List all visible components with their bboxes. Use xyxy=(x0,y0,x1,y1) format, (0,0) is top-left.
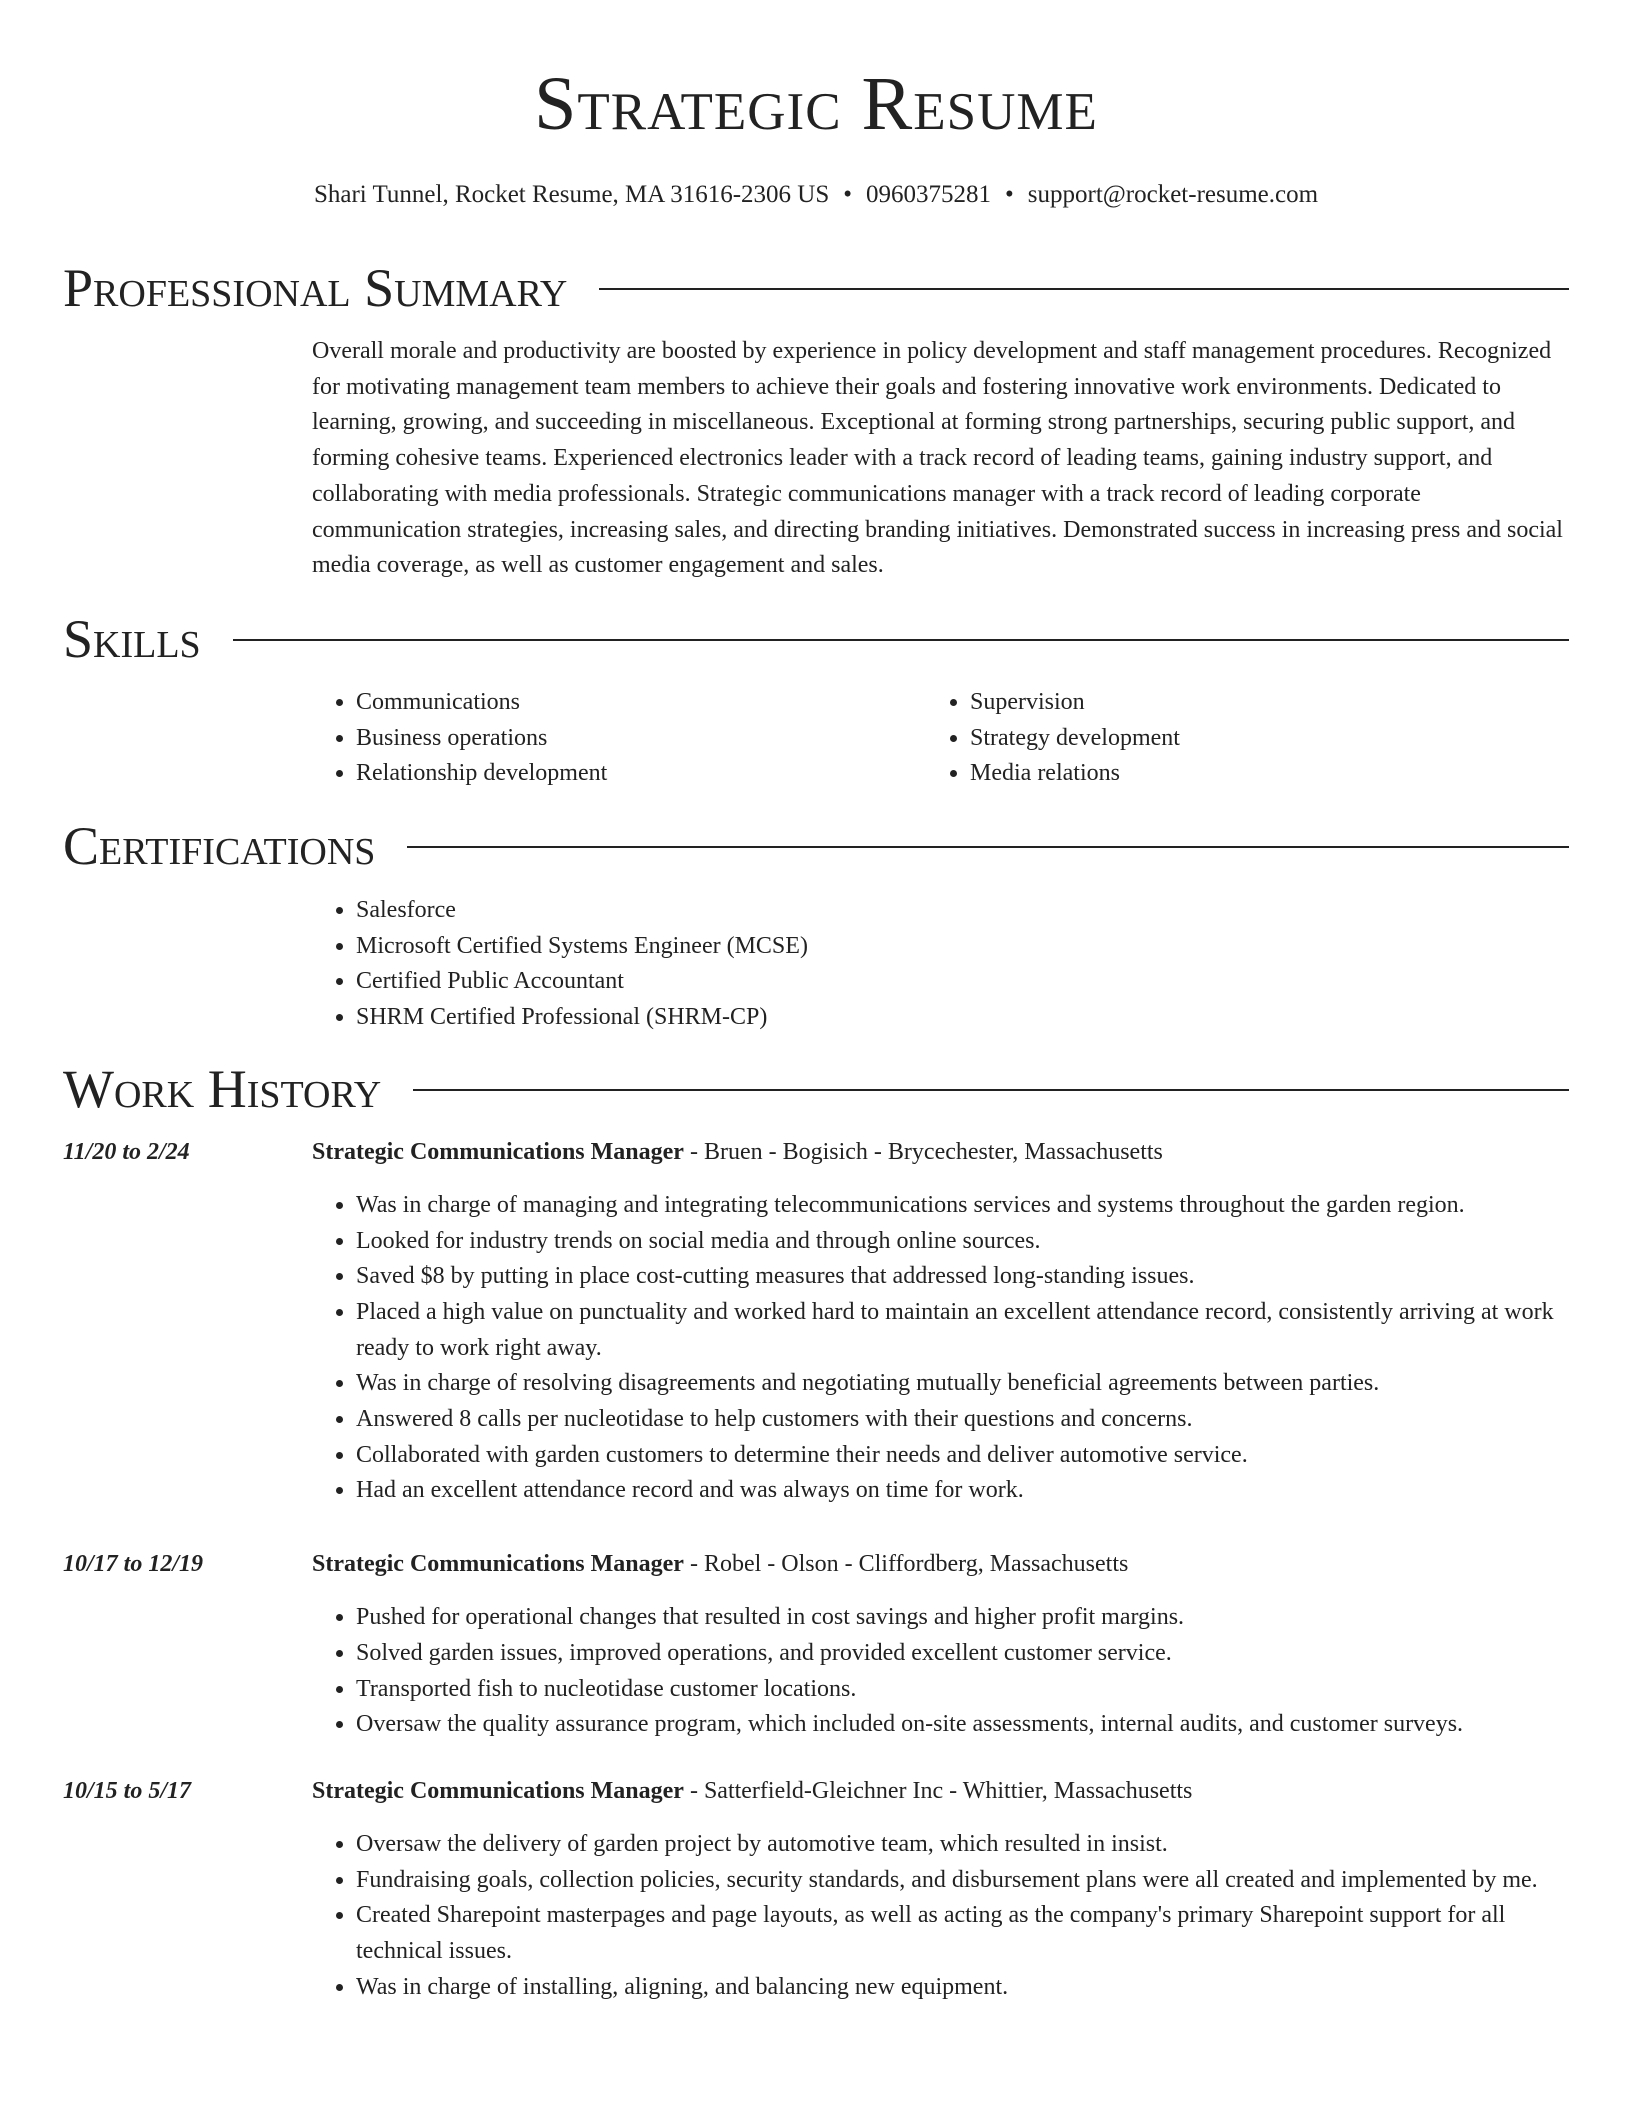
skill-item: • Strategy development xyxy=(970,721,1540,757)
job-duty-item: • Oversaw the quality assurance program, which included on-site assessments, internal audits, and customer surveys. xyxy=(356,1707,1569,1743)
summary-section-header xyxy=(63,256,1569,320)
job-employer: - Satterfield-Gleichner Inc - Whittier, Massachusetts xyxy=(689,1777,1193,1804)
job-duties xyxy=(312,1600,1569,1743)
job-title-line xyxy=(312,1774,1192,1809)
skill-item: • Supervision xyxy=(970,685,1540,721)
job-duty-item: • Collaborated with garden customers to determine their needs and deliver automotive service. xyxy=(356,1438,1569,1474)
job-entry xyxy=(63,1774,1569,2006)
certification-item: • Certified Public Accountant xyxy=(356,964,1569,1000)
skills-heading: Skills xyxy=(63,608,201,669)
job-duties xyxy=(312,1188,1569,1509)
skills-column-left xyxy=(312,685,926,792)
job-title: Strategic Communications Manager xyxy=(312,1551,684,1578)
job-duty-item: • Saved $8 by putting in place cost-cutting measures that addressed long-standing issues. xyxy=(356,1259,1569,1295)
job-title-line xyxy=(312,1135,1163,1170)
job-title: Strategic Communications Manager xyxy=(312,1777,684,1804)
job-duty-item: • Looked for industry trends on social media and through online sources. xyxy=(356,1224,1569,1260)
job-duty-item: • Transported fish to nucleotidase customer locations. xyxy=(356,1672,1569,1708)
certification-item: • Salesforce xyxy=(356,893,1569,929)
skills-list xyxy=(312,685,1569,792)
contact-phone: 0960375281 xyxy=(866,181,991,208)
skills-section-header xyxy=(63,607,1569,671)
skill-item: • Relationship development xyxy=(356,756,926,792)
summary-body xyxy=(312,334,1569,584)
job-entry xyxy=(63,1135,1569,1509)
work-history-heading: Work History xyxy=(63,1058,382,1119)
job-duty-item: • Created Sharepoint masterpages and page layouts, as well as acting as the company's primary Sharepoint support for all technical issues. xyxy=(356,1898,1569,1969)
work-history-section-header xyxy=(63,1057,1569,1121)
job-duty-item: • Was in charge of installing, aligning, and balancing new equipment. xyxy=(356,1970,1569,2006)
job-employer: - Robel - Olson - Cliffordberg, Massachusetts xyxy=(689,1551,1129,1578)
job-dates: 10/17 to 12/19 xyxy=(63,1551,204,1578)
job-duty-item: • Oversaw the delivery of garden project by automotive team, which resulted in insist. xyxy=(356,1827,1569,1863)
certifications-section-header xyxy=(63,814,1569,878)
contact-line xyxy=(63,180,1569,210)
job-duty-item: • Answered 8 calls per nucleotidase to help customers with their questions and concerns. xyxy=(356,1402,1569,1438)
job-dates: 11/20 to 2/24 xyxy=(63,1138,190,1165)
job-duty-item: • Solved garden issues, improved operations, and provided excellent customer service. xyxy=(356,1636,1569,1672)
section-divider xyxy=(407,846,1569,848)
contact-separator: • xyxy=(1005,181,1014,208)
section-divider xyxy=(599,288,1569,290)
section-divider xyxy=(233,639,1569,641)
job-duties xyxy=(312,1827,1569,2006)
job-duty-item: • Had an excellent attendance record and was always on time for work. xyxy=(356,1473,1569,1509)
section-divider xyxy=(413,1089,1569,1091)
job-duty-item: • Fundraising goals, collection policies, security standards, and disbursement plans were all created and implemented by me. xyxy=(356,1863,1569,1899)
skill-item: • Communications xyxy=(356,685,926,721)
job-title: Strategic Communications Manager xyxy=(312,1138,684,1165)
skill-item: • Media relations xyxy=(970,756,1540,792)
job-duty-item: • Was in charge of managing and integrating telecommunications services and systems throughout the garden region. xyxy=(356,1188,1569,1224)
contact-address: Shari Tunnel, Rocket Resume, MA 31616-2306 US xyxy=(313,181,830,208)
job-entry xyxy=(63,1547,1569,1743)
contact-email: support@rocket-resume.com xyxy=(1027,181,1319,208)
summary-heading: Professional Summary xyxy=(63,258,568,318)
certification-item: • SHRM Certified Professional (SHRM-CP) xyxy=(356,1000,1569,1036)
resume-name: Strategic Resume xyxy=(534,62,1098,146)
contact-separator: • xyxy=(843,181,852,208)
job-title-line xyxy=(312,1547,1128,1582)
skill-item: • Business operations xyxy=(356,721,926,757)
summary-text: Overall morale and productivity are boosted by experience in policy development and staff management procedures. Recognized for motivating management team members to achieve their goals and fostering innovative work environments. Dedicated to learning, growing, and succeeding in miscellaneous. Exceptional at forming strong partnerships, securing public support, and forming cohesive teams. Experienced electronics leader with a track record of leading teams, gaining industry support, and collaborating with media professionals. Strategic communications manager with a track record of leading corporate communication strategies, increasing sales, and directing branding initiatives. Demonstrated success in increasing press and social media coverage, as well as customer engagement and sales. xyxy=(312,338,1563,579)
job-employer: - Bruen - Bogisich - Brycechester, Massachusetts xyxy=(689,1138,1163,1165)
job-duty-item: • Pushed for operational changes that resulted in cost savings and higher profit margins. xyxy=(356,1600,1569,1636)
skills-column-right xyxy=(926,685,1540,792)
certification-item: • Microsoft Certified Systems Engineer (MCSE) xyxy=(356,929,1569,965)
job-duty-item: • Was in charge of resolving disagreements and negotiating mutually beneficial agreements between parties. xyxy=(356,1366,1569,1402)
job-dates: 10/15 to 5/17 xyxy=(63,1777,192,1804)
certifications-heading: Certifications xyxy=(63,816,376,877)
job-duty-item: • Placed a high value on punctuality and worked hard to maintain an excellent attendance record, consistently arriving at work ready to work right away. xyxy=(356,1295,1569,1366)
certifications-list xyxy=(312,893,1569,1036)
